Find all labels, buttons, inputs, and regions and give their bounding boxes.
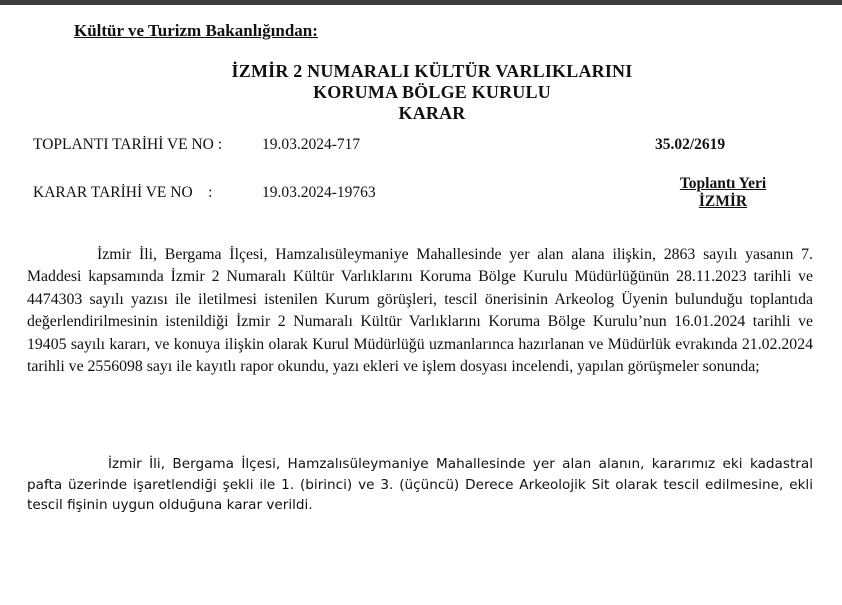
decision-date-value: 19.03.2024-19763 — [262, 184, 376, 201]
meeting-place-value: İZMİR — [698, 193, 748, 210]
board-title-line-1: İZMİR 2 NUMARALI KÜLTÜR VARLIKLARINI — [231, 61, 633, 81]
ministry-heading: Kültür ve Turizm Bakanlığından: — [74, 21, 318, 40]
decision-paragraph-2: İzmir İli, Bergama İlçesi, Hamzalısüleymaniye Mahallesinde yer alan alanın, kararımız eki kadastral pafta üzerinde işaretlendiği şekli ile 1. (birinci) ve 3. (üçüncü) Derece Arkeolojik Sit olarak tescil edilmesine, ekli tescil fişinin uygun olduğuna karar verildi. — [27, 456, 813, 513]
board-title-line-2: KORUMA BÖLGE KURULU — [313, 82, 551, 102]
decision-date-label: KARAR TARİHİ VE NO : — [33, 184, 213, 201]
meeting-date-value: 19.03.2024-717 — [262, 136, 361, 153]
file-number: 35.02/2619 — [655, 136, 726, 153]
meeting-date-label: TOPLANTI TARİHİ VE NO : — [33, 136, 223, 153]
meeting-place — [668, 175, 778, 211]
decision-paragraph-1: İzmir İli, Bergama İlçesi, Hamzalısüleymaniye Mahallesinde yer alan alana ilişkin, 2863 sayılı yasanın 7. Maddesi kapsamında İzmir 2 Numaralı Kültür Varlıklarını Koruma Bölge Kurulu Müdürlüğünün 28.11.2023 tarihli ve 4474303 sayılı yazısı ile iletilmesi istenilen Kurum görüşleri, tescil önerisinin Arkeolog Üyenin bulunduğu toplantıda değerlendirilmesinin istenildiği İzmir 2 Numaralı Kültür Varlıklarını Koruma Bölge Kurulu’nun 16.01.2024 tarihli ve 19405 sayılı kararı, ve konuya ilişkin olarak Kurul Müdürlüğü uzmanlarınca hazırlanan ve Müdürlük evrakında 21.02.2024 tarihli ve 2556098 sayı ile kayıtlı rapor okundu, yazı ekleri ve işlem dosyası incelendi, yapılan görüşmeler sonunda; — [27, 246, 813, 376]
decision-title: KARAR — [398, 103, 466, 123]
meeting-place-label: Toplantı Yeri — [679, 175, 767, 192]
top-border-rule — [0, 0, 842, 5]
